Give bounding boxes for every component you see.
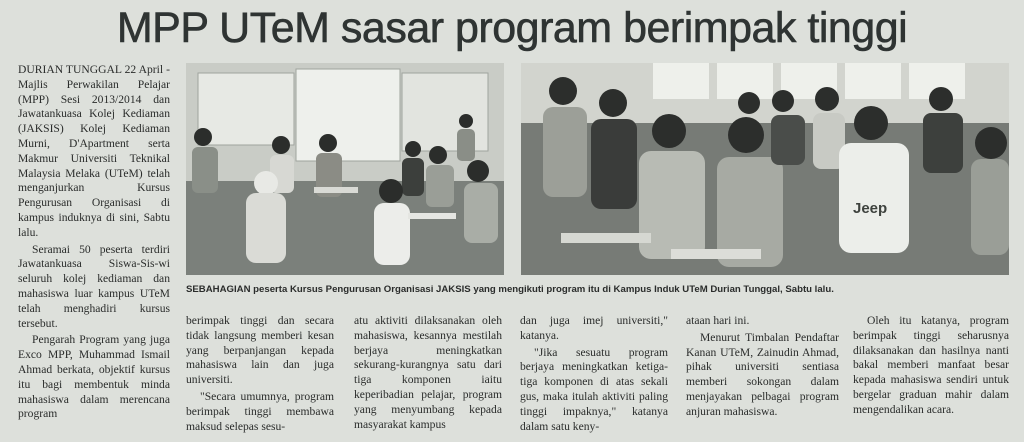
photo-classroom-right	[521, 63, 1009, 275]
paragraph: "Jika sesuatu program berjaya meningkatkan ketiga-tiga komponen di atas sekali gus, maka itulah aktiviti paling tinggi impaknya," katanya dalam satu keny-	[520, 345, 668, 433]
paragraph: ataan hari ini.	[686, 314, 750, 327]
caption-lead: SEBAHAGIAN	[186, 284, 251, 295]
article-column-2	[186, 314, 334, 434]
paragraph: atu aktiviti dilaksanakan oleh mahasiswa, kesannya mestilah berjaya meningkatkan sekurang-kurangnya satu dari tiga komponen iaitu keperibadian pelajar, program yang menyumbang kepada masyarakat kampus	[354, 314, 502, 431]
photo-classroom-left	[186, 63, 504, 275]
article-column-3	[354, 314, 502, 432]
caption-text: peserta Kursus Pengurusan Organisasi JAKSIS yang mengikuti program itu di Kampus Induk UTeM Durian Tunggal, Sabtu lalu.	[250, 284, 834, 295]
headline: MPP UTeM sasar program berimpak tinggi	[116, 4, 908, 52]
article-column-4	[520, 314, 668, 434]
classroom-illustration	[186, 63, 504, 275]
article-column-6	[853, 314, 1009, 418]
paragraph: DURIAN TUNGGAL 22 April - Majlis Perwakilan Pelajar (MPP) Sesi 2013/2014 dan Jawatankuasa Kolej Kediaman (JAKSIS) Kolej Kediaman Murni, D'Apartment serta Makmur Universiti Teknikal Malaysia Melaka (UTeM) telah menganjurkan Kursus Pengurusan Organisasi di kampus induknya di sini, Sabtu lalu.	[18, 63, 170, 239]
students-illustration	[521, 63, 1009, 275]
article-column-5	[686, 314, 839, 420]
jersey-text: Jeep	[853, 200, 888, 217]
paragraph: "Secara umumnya, program berimpak tinggi membawa maksud selepas sesu-	[186, 389, 334, 433]
paragraph: Pengarah Program yang juga Exco MPP, Muhammad Ismail Ahmad berkata, objektif kursus itu bagi membentuk minda mahasiswa dalam merencana program	[18, 333, 170, 421]
paragraph: Oleh itu katanya, program berimpak tinggi seharusnya dilaksanakan dan hasilnya nanti bakal memberi manfaat besar kepada mahasiswa sendiri untuk bergelar graduan mahir dalam mengendalikan acara.	[853, 314, 1009, 416]
paragraph: Menurut Timbalan Pendaftar Kanan UTeM, Zainudin Ahmad, pihak universiti sentiasa memberi sokongan dalam menjayakan pelbagai program anjuran mahasiswa.	[686, 330, 839, 418]
paragraph: dan juga imej universiti," katanya.	[520, 314, 668, 342]
photo-caption	[186, 284, 1009, 296]
article-column-1	[18, 63, 170, 422]
paragraph: berimpak tinggi dan secara tidak langsung memberi kesan yang berpanjangan kepada mahasiswa lain dan juga universiti.	[186, 314, 334, 387]
paragraph: Seramai 50 peserta terdiri Jawatankuasa Siswa-Sis-wi seluruh kolej kediaman dan mahasiswa luar kampus UTeM telah menghadiri kursus tersebut.	[18, 242, 170, 330]
